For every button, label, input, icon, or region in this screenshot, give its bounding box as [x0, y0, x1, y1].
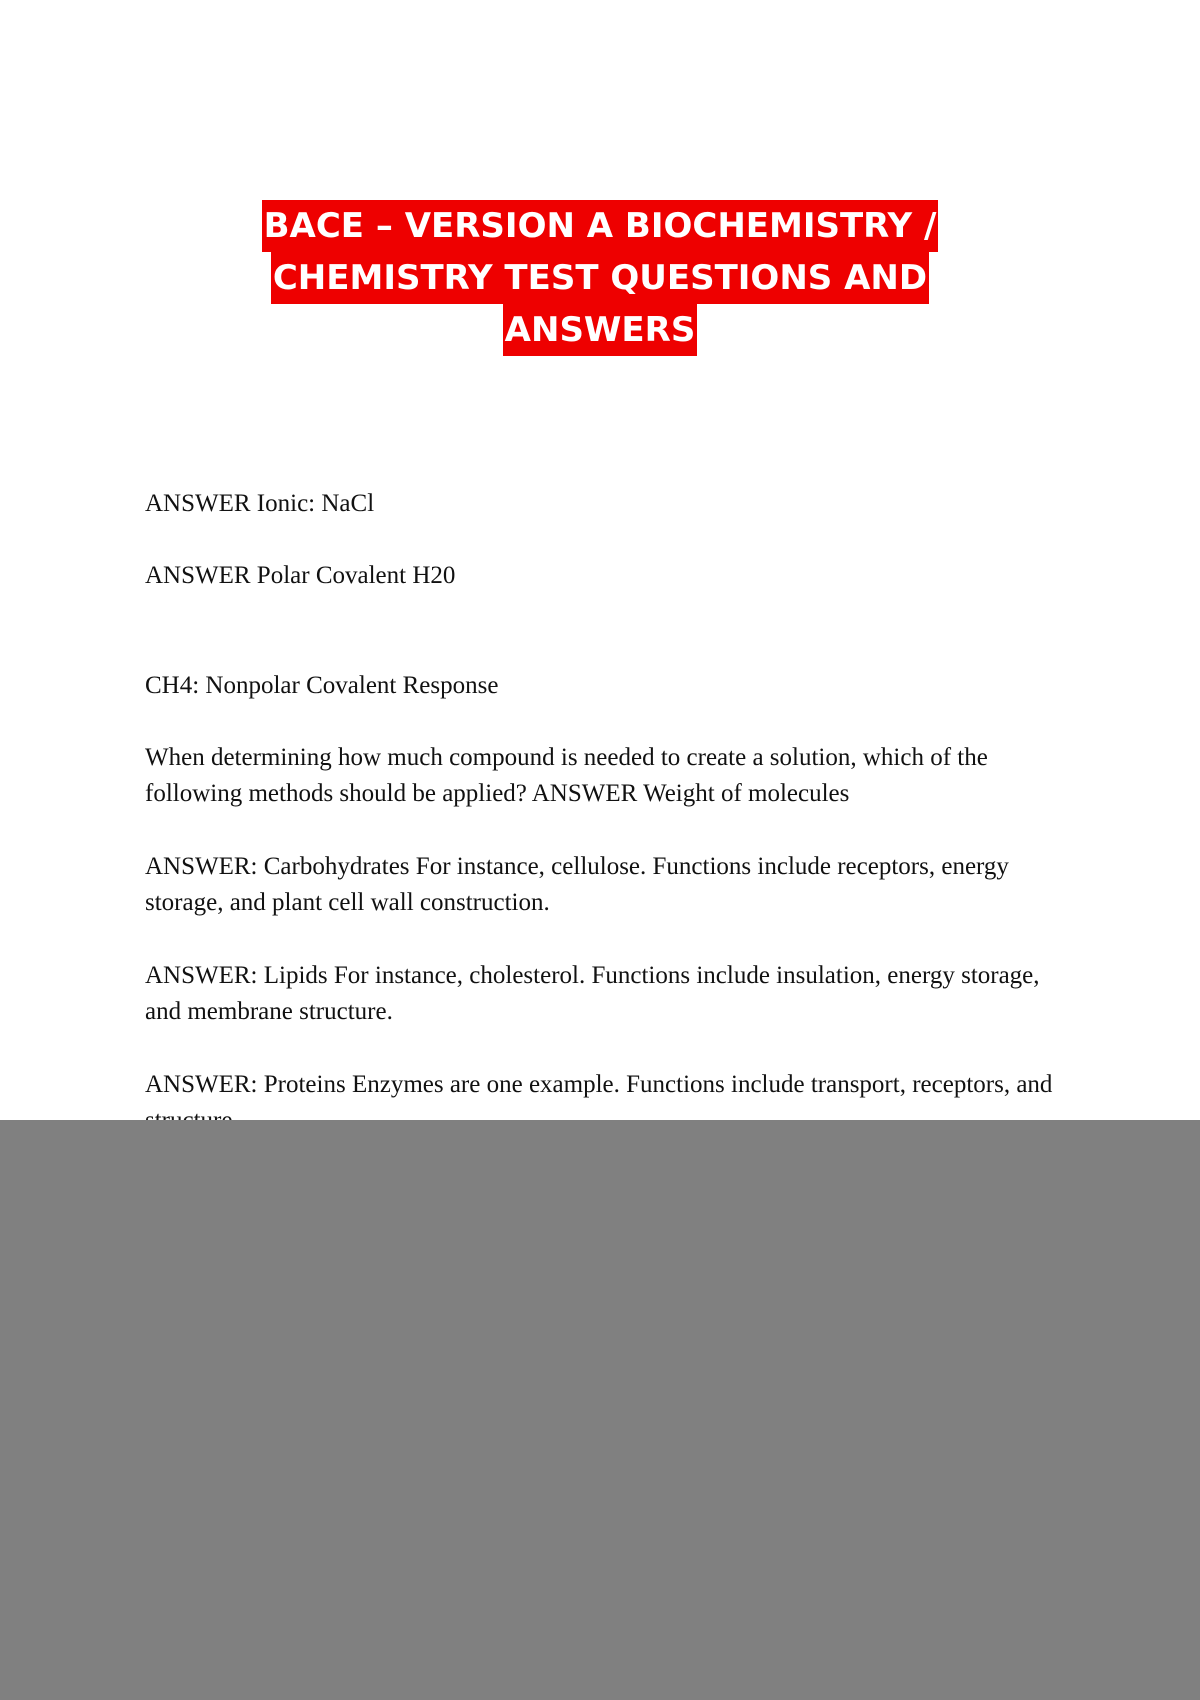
paragraph-lipids: ANSWER: Lipids For instance, cholesterol. Functions include insulation, energy storage, and membrane structure. — [145, 962, 1040, 1025]
preview-blocker-overlay — [0, 1120, 1200, 1700]
paragraph-ionic: ANSWER Ionic: NaCl — [145, 490, 375, 517]
paragraph-carbohydrates: ANSWER: Carbohydrates For instance, cellulose. Functions include receptors, energy storage, and plant cell wall construction. — [145, 853, 1009, 916]
document-title — [0, 200, 1200, 356]
paragraph-polar-covalent: ANSWER Polar Covalent H20 — [145, 562, 456, 589]
title-line-1: BACE – VERSION A BIOCHEMISTRY / — [262, 200, 939, 252]
paragraph-solution-question: When determining how much compound is needed to create a solution, which of the following methods should be applied? ANSWER Weight of molecules — [145, 744, 988, 807]
paragraph-nonpolar-covalent: CH4: Nonpolar Covalent Response — [145, 672, 499, 699]
title-line-3: ANSWERS — [503, 304, 698, 356]
paragraph-proteins: ANSWER: Proteins Enzymes are one example. Functions include transport, receptors, and — [145, 1071, 1053, 1098]
title-line-2: CHEMISTRY TEST QUESTIONS AND — [271, 252, 929, 304]
